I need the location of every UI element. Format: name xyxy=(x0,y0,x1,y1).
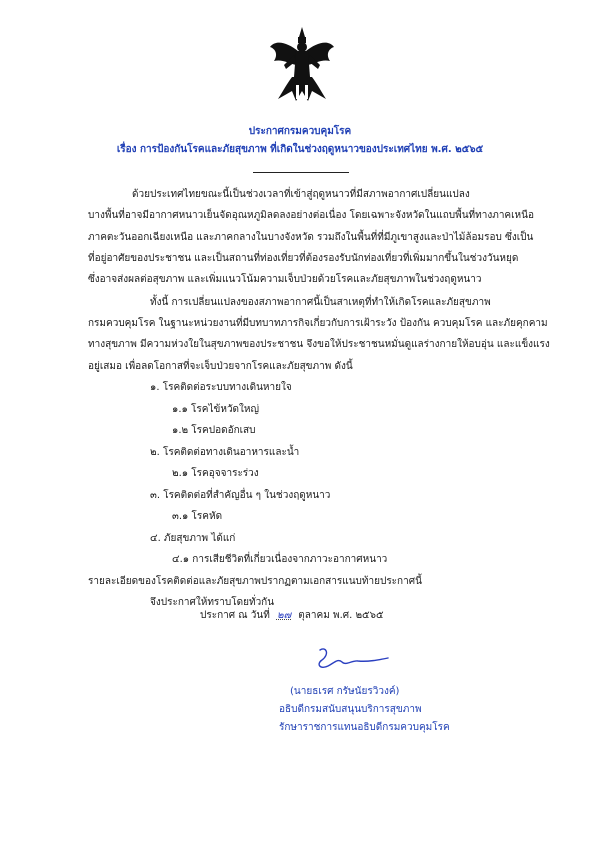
paragraph-line: ซึ่งอาจส่งผลต่อสุขภาพ และเพิ่มแนวโน้มความเจ็บป่วยด้วยโรคและภัยสุขภาพในช่วงฤดูหนาว xyxy=(88,274,482,285)
list-subitem: ๒.๑ โรคอุจจาระร่วง xyxy=(172,468,259,479)
list-item: ๓. โรคติดต่อที่สำคัญอื่น ๆ ในช่วงฤดูหนาว xyxy=(150,490,331,501)
signer-name: (นายธเรศ กรัษนัยรวิวงค์) xyxy=(290,686,400,697)
date-suffix: ตุลาคม พ.ศ. ๒๕๖๕ xyxy=(298,610,384,621)
announcement-subject: เรื่อง การป้องกันโรคและภัยสุขภาพ ที่เกิดในช่วงฤดูหนาวของประเทศไทย พ.ศ. ๒๕๖๕ xyxy=(116,144,484,155)
garuda-emblem-icon xyxy=(268,25,336,105)
title-divider xyxy=(253,172,349,173)
list-item: ๑. โรคติดต่อระบบทางเดินหายใจ xyxy=(150,382,292,393)
list-subitem: ๑.๑ โรคไข้หวัดใหญ่ xyxy=(172,404,260,415)
paragraph-line: ภาคตะวันออกเฉียงเหนือ และภาคกลางในบางจังหวัด รวมถึงในพื้นที่ที่มีภูเขาสูงและป่าไม้ล้อมรอบ ซึ่งเป็น xyxy=(88,232,534,243)
details-note: รายละเอียดของโรคติดต่อและภัยสุขภาพปรากฏตามเอกสารแนบท้ายประกาศนี้ xyxy=(88,576,422,587)
list-subitem: ๔.๑ การเสียชีวิตที่เกี่ยวเนื่องจากภาวะอากาศหนาว xyxy=(172,554,388,565)
list-subitem: ๑.๒ โรคปอดอักเสบ xyxy=(172,425,256,436)
paragraph-line: กรมควบคุมโรค ในฐานะหน่วยงานที่มีบทบาทภารกิจเกี่ยวกับการเฝ้าระวัง ป้องกัน ควบคุมโรค และภัยคุกคาม xyxy=(88,318,548,329)
signer-title: อธิบดีกรมสนับสนุนบริการสุขภาพ xyxy=(279,704,422,715)
list-item: ๒. โรคติดต่อทางเดินอาหารและน้ำ xyxy=(150,447,300,458)
announce-line: จึงประกาศให้ทราบโดยทั่วกัน xyxy=(150,597,275,608)
paragraph-line: ด้วยประเทศไทยขณะนี้เป็นช่วงเวลาที่เข้าสู่ฤดูหนาวที่มีสภาพอากาศเปลี่ยนแปลง xyxy=(132,189,470,200)
paragraph-line: ทั้งนี้ การเปลี่ยนแปลงของสภาพอากาศนี้เป็นสาเหตุที่ทำให้เกิดโรคและภัยสุขภาพ xyxy=(150,297,491,308)
signer-acting-title: รักษาราชการแทนอธิบดีกรมควบคุมโรค xyxy=(279,722,450,733)
announcement-date xyxy=(200,609,384,623)
signature-icon xyxy=(312,644,392,676)
date-day: ๒๗ xyxy=(276,610,292,621)
paragraph-line: อยู่เสมอ เพื่อลดโอกาสที่จะเจ็บป่วยจากโรคและภัยสุขภาพ ดังนี้ xyxy=(88,361,353,372)
paragraph-line: บางพื้นที่อาจมีอากาศหนาวเย็นจัดอุณหภูมิลดลงอย่างต่อเนื่อง โดยเฉพาะจังหวัดในแถบพื้นที่ทางภาคเหนือ xyxy=(88,210,534,221)
list-subitem: ๓.๑ โรคหัด xyxy=(172,511,223,522)
announcement-title: ประกาศกรมควบคุมโรค xyxy=(248,126,352,137)
list-item: ๔. ภัยสุขภาพ ได้แก่ xyxy=(150,533,236,544)
paragraph-line: ทางสุขภาพ มีความห่วงใยในสุขภาพของประชาชน จึงขอให้ประชาชนหมั่นดูแลร่างกายให้อบอุ่น และแข็งแรง xyxy=(88,339,550,350)
date-prefix: ประกาศ ณ วันที่ xyxy=(200,610,270,621)
paragraph-line: ที่อยู่อาศัยของประชาชน และเป็นสถานที่ท่องเที่ยวที่ต้องรองรับนักท่องเที่ยวที่เพิ่มมากขึ้นในช่วงวันหยุด xyxy=(88,253,519,264)
